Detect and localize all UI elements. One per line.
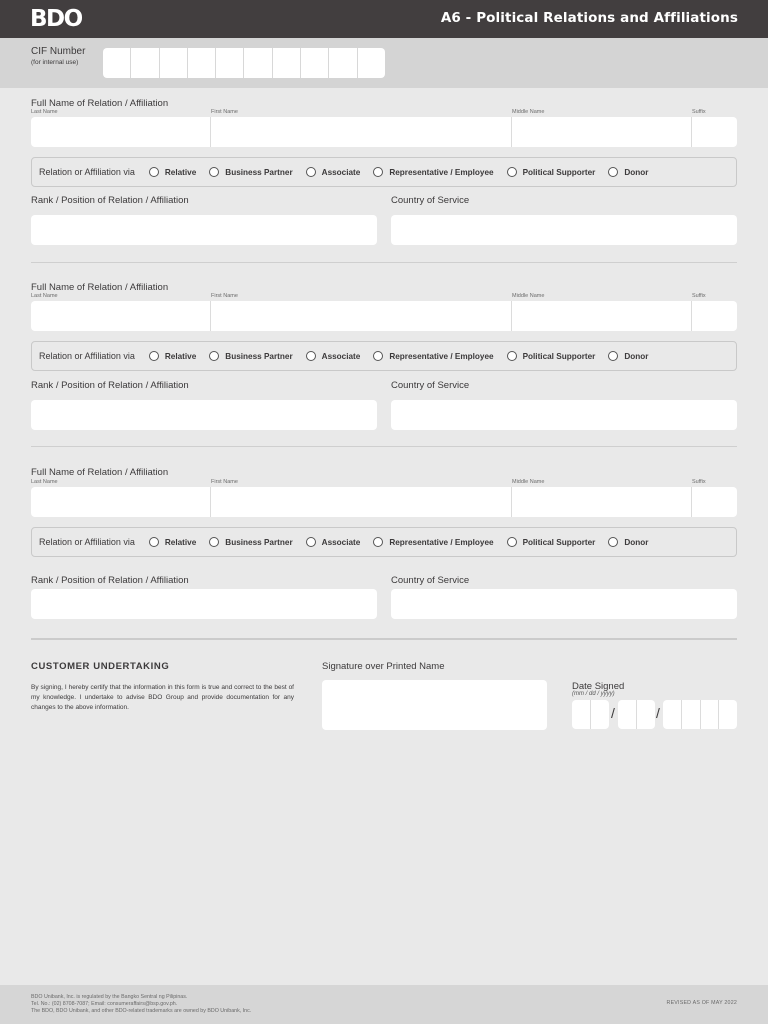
option-label: Relative [164, 351, 197, 361]
date-digit-box[interactable] [572, 700, 591, 729]
last-name-label: Last Name [31, 293, 58, 299]
suffix-field[interactable] [692, 301, 737, 331]
representative-employee-option[interactable] [373, 537, 493, 547]
undertaking-title: CUSTOMER UNDERTAKING [31, 661, 170, 672]
radio-button[interactable] [306, 167, 316, 177]
middle-name-field[interactable] [512, 117, 692, 147]
associate-option[interactable] [306, 537, 361, 547]
country-label: Country of Service [391, 575, 470, 586]
first-name-field[interactable] [211, 117, 512, 147]
date-digit-box[interactable] [719, 700, 737, 729]
footer-trademark-line: The BDO, BDO Unibank, and other BDO-related trademarks are owned by BDO Unibank, Inc. [31, 1008, 252, 1014]
section-divider [31, 262, 737, 263]
radio-button[interactable] [608, 537, 618, 547]
rank-position-label: Rank / Position of Relation / Affiliation [31, 195, 189, 206]
rank-position-field[interactable] [31, 589, 377, 619]
date-signed-label: Date Signed [572, 681, 625, 692]
date-digit-box[interactable] [663, 700, 682, 729]
signature-field[interactable] [322, 680, 547, 730]
date-day-input[interactable] [618, 700, 655, 729]
middle-name-label: Middle Name [512, 479, 545, 485]
radio-button[interactable] [507, 167, 517, 177]
first-name-label: First Name [211, 293, 238, 299]
middle-name-field[interactable] [512, 301, 692, 331]
radio-button[interactable] [373, 167, 383, 177]
full-name-label: Full Name of Relation / Affiliation [31, 282, 169, 293]
relative-option[interactable] [149, 537, 196, 547]
date-format-hint: (mm / dd / yyyy) [572, 691, 615, 697]
option-label: Political Supporter [522, 351, 596, 361]
option-label: Political Supporter [522, 167, 596, 177]
date-digit-box[interactable] [682, 700, 701, 729]
date-digit-box[interactable] [591, 700, 609, 729]
radio-button[interactable] [209, 167, 219, 177]
date-digit-box[interactable] [618, 700, 637, 729]
date-digit-box[interactable] [701, 700, 720, 729]
radio-button[interactable] [507, 537, 517, 547]
representative-employee-option[interactable] [373, 167, 493, 177]
rank-position-label: Rank / Position of Relation / Affiliation [31, 575, 189, 586]
middle-name-field[interactable] [512, 487, 692, 517]
cif-digit-box[interactable] [329, 48, 357, 78]
option-label: Associate [321, 537, 361, 547]
full-name-label: Full Name of Relation / Affiliation [31, 467, 169, 478]
option-label: Relative [164, 167, 197, 177]
option-label: Associate [321, 167, 361, 177]
cif-digit-box[interactable] [273, 48, 301, 78]
radio-button[interactable] [209, 537, 219, 547]
option-label: Representative / Employee [389, 167, 494, 177]
option-label: Relative [164, 537, 197, 547]
country-field[interactable] [391, 400, 737, 430]
country-field[interactable] [391, 589, 737, 619]
country-label: Country of Service [391, 195, 470, 206]
cif-digit-box[interactable] [160, 48, 188, 78]
radio-button[interactable] [608, 351, 618, 361]
rank-position-label: Rank / Position of Relation / Affiliation [31, 380, 189, 391]
first-name-field[interactable] [211, 487, 512, 517]
footer [0, 985, 768, 1024]
first-name-field[interactable] [211, 301, 512, 331]
political-supporter-option[interactable] [507, 537, 596, 547]
last-name-field[interactable] [31, 487, 211, 517]
cif-digit-box[interactable] [216, 48, 244, 78]
radio-button[interactable] [507, 351, 517, 361]
relation-via-label: Relation or Affiliation via [39, 537, 135, 547]
option-label: Donor [624, 537, 649, 547]
radio-button[interactable] [209, 351, 219, 361]
radio-button[interactable] [149, 537, 159, 547]
donor-option[interactable] [608, 167, 648, 177]
cif-digit-box[interactable] [188, 48, 216, 78]
option-label: Donor [624, 351, 649, 361]
header-bar [0, 0, 768, 38]
suffix-field[interactable] [692, 487, 737, 517]
associate-option[interactable] [306, 167, 361, 177]
radio-button[interactable] [306, 351, 316, 361]
revision-note: REVISED AS OF MAY 2022 [666, 1000, 737, 1006]
footer-regulator-line: BDO Unibank, Inc. is regulated by the Bangko Sentral ng Pilipinas. [31, 994, 188, 1000]
form-title: A6 - Political Relations and Affiliations [440, 10, 738, 26]
cif-digit-box[interactable] [103, 48, 131, 78]
last-name-field[interactable] [31, 117, 211, 147]
country-field[interactable] [391, 215, 737, 245]
relation-via-row [31, 527, 737, 557]
option-label: Donor [624, 167, 649, 177]
option-label: Representative / Employee [389, 537, 494, 547]
option-label: Political Supporter [522, 537, 596, 547]
undertaking-text: By signing, I hereby certify that the information in this form is true and correct to the best of my knowledge. I undertake to advise BDO Group and provide documentation for any changes to the above information. [31, 684, 294, 711]
signature-label: Signature over Printed Name [322, 661, 445, 672]
middle-name-label: Middle Name [512, 109, 545, 115]
bdo-logo: BDO [30, 6, 82, 32]
cif-digit-box[interactable] [358, 48, 385, 78]
rank-position-field[interactable] [31, 215, 377, 245]
middle-name-label: Middle Name [512, 293, 545, 299]
relative-option[interactable] [149, 167, 196, 177]
suffix-field[interactable] [692, 117, 737, 147]
last-name-label: Last Name [31, 479, 58, 485]
donor-option[interactable] [608, 537, 648, 547]
date-digit-box[interactable] [637, 700, 655, 729]
option-label: Business Partner [225, 351, 293, 361]
date-month-input[interactable] [572, 700, 609, 729]
section-divider [31, 446, 737, 447]
date-year-input[interactable] [663, 700, 737, 729]
radio-button[interactable] [608, 167, 618, 177]
suffix-label: Suffix [692, 109, 706, 115]
rank-position-field[interactable] [31, 400, 377, 430]
cif-digit-box[interactable] [131, 48, 159, 78]
radio-button[interactable] [373, 537, 383, 547]
political-supporter-option[interactable] [507, 167, 596, 177]
cif-label: CIF Number [31, 46, 86, 57]
cif-digit-box[interactable] [301, 48, 329, 78]
first-name-label: First Name [211, 479, 238, 485]
radio-button[interactable] [306, 537, 316, 547]
section-divider [31, 638, 737, 640]
political-supporter-option[interactable] [507, 351, 596, 361]
full-name-row [31, 117, 737, 147]
cif-digit-box[interactable] [244, 48, 272, 78]
date-separator: / [611, 705, 615, 721]
last-name-field[interactable] [31, 301, 211, 331]
relation-via-label: Relation or Affiliation via [39, 167, 135, 177]
full-name-row [31, 301, 737, 331]
footer-contact-line: Tel. No.: (02) 8708-7087; Email: consumeraffairs@bsp.gov.ph. [31, 1001, 178, 1007]
last-name-label: Last Name [31, 109, 58, 115]
suffix-label: Suffix [692, 479, 706, 485]
country-label: Country of Service [391, 380, 470, 391]
suffix-label: Suffix [692, 293, 706, 299]
relation-via-row [31, 157, 737, 187]
donor-option[interactable] [608, 351, 648, 361]
radio-button[interactable] [149, 167, 159, 177]
cif-band [0, 38, 768, 88]
first-name-label: First Name [211, 109, 238, 115]
option-label: Representative / Employee [389, 351, 494, 361]
cif-sublabel: (for internal use) [31, 59, 79, 66]
date-separator: / [656, 705, 660, 721]
business-partner-option[interactable] [209, 351, 292, 361]
associate-option[interactable] [306, 351, 361, 361]
relative-option[interactable] [149, 351, 196, 361]
full-name-row [31, 487, 737, 517]
full-name-label: Full Name of Relation / Affiliation [31, 98, 169, 109]
cif-number-input[interactable] [103, 48, 385, 78]
option-label: Business Partner [225, 537, 293, 547]
option-label: Associate [321, 351, 361, 361]
radio-button[interactable] [149, 351, 159, 361]
representative-employee-option[interactable] [373, 351, 493, 361]
relation-via-label: Relation or Affiliation via [39, 351, 135, 361]
option-label: Business Partner [225, 167, 293, 177]
business-partner-option[interactable] [209, 167, 292, 177]
business-partner-option[interactable] [209, 537, 292, 547]
radio-button[interactable] [373, 351, 383, 361]
relation-via-row [31, 341, 737, 371]
